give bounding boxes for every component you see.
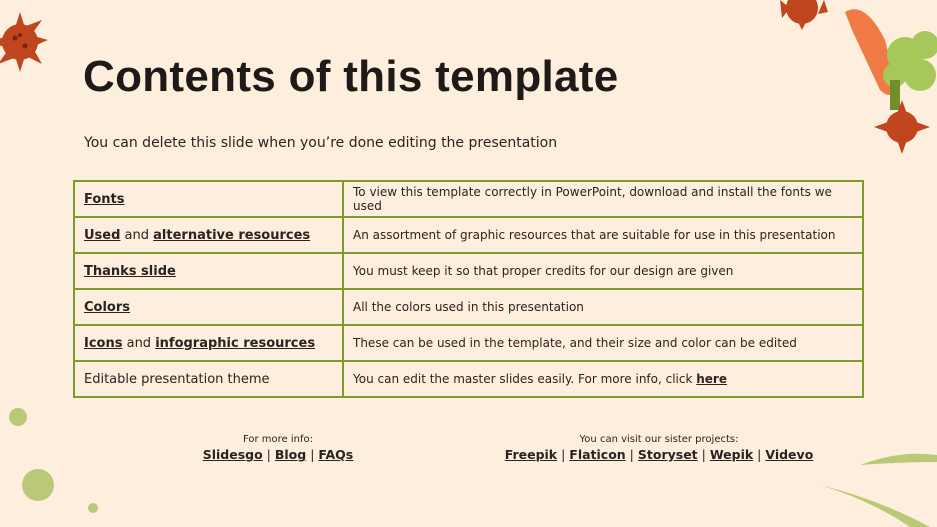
link-used[interactable]: Used <box>84 227 121 243</box>
separator: | <box>557 447 570 462</box>
left-cell <box>74 253 343 289</box>
dots-decoration-bottom-left <box>0 400 110 527</box>
link-wepik[interactable]: Wepik <box>709 447 754 462</box>
table-row <box>74 253 863 289</box>
contents-table <box>73 180 864 398</box>
right-cell <box>343 361 863 397</box>
table-row <box>74 289 863 325</box>
link-infographic-resources[interactable]: infographic resources <box>155 335 316 351</box>
left-cell <box>74 289 343 325</box>
cell-text: All the colors used in this presentation <box>353 300 584 314</box>
cell-text: Editable presentation theme <box>84 371 270 387</box>
cell-text: To view this template correctly in PowerPoint, download and install the fonts we used <box>353 185 832 213</box>
left-cell <box>74 325 343 361</box>
cell-text: You must keep it so that proper credits for our design are given <box>353 264 734 278</box>
separator: | <box>697 447 710 462</box>
link-colors[interactable]: Colors <box>84 299 131 315</box>
table-row <box>74 325 863 361</box>
link-icons[interactable]: Icons <box>84 335 123 351</box>
virus-decoration-top-left <box>0 10 60 80</box>
link-blog[interactable]: Blog <box>274 447 307 462</box>
right-cell <box>343 289 863 325</box>
footer-sister-projects <box>490 434 828 462</box>
right-cell <box>343 253 863 289</box>
cell-text: An assortment of graphic resources that are suitable for use in this presentation <box>353 228 836 242</box>
footer-more-info-links <box>180 447 376 462</box>
link-faqs[interactable]: FAQs <box>318 447 354 462</box>
left-cell <box>74 181 343 217</box>
link-slidesgo[interactable]: Slidesgo <box>202 447 263 462</box>
cell-text: and <box>120 227 154 243</box>
separator: | <box>262 447 275 462</box>
separator: | <box>625 447 638 462</box>
link-thanks-slide[interactable]: Thanks slide <box>84 263 176 279</box>
footer-sister-projects-label: You can visit our sister projects: <box>579 434 739 445</box>
link-fonts[interactable]: Fonts <box>84 191 125 207</box>
separator: | <box>753 447 766 462</box>
link-flaticon[interactable]: Flaticon <box>569 447 626 462</box>
link-videvo[interactable]: Videvo <box>765 447 814 462</box>
cell-text: These can be used in the template, and their size and color can be edited <box>353 336 797 350</box>
link-alternative-resources[interactable]: alternative resources <box>153 227 311 243</box>
cell-text: and <box>122 335 156 351</box>
footer-more-info <box>180 434 376 462</box>
footer-sister-projects-links <box>490 447 828 462</box>
left-cell <box>74 217 343 253</box>
cell-text: You can edit the master slides easily. For more info, click <box>353 372 697 386</box>
right-cell <box>343 325 863 361</box>
table-row <box>74 181 863 217</box>
link-here[interactable]: here <box>696 372 727 386</box>
link-freepik[interactable]: Freepik <box>504 447 558 462</box>
link-storyset[interactable]: Storyset <box>637 447 698 462</box>
right-cell <box>343 181 863 217</box>
separator: | <box>306 447 319 462</box>
left-cell <box>74 361 343 397</box>
vegetables-decoration-top-right <box>770 0 937 160</box>
subtitle: You can delete this slide when you’re done editing the presentation <box>84 135 558 151</box>
footer-more-info-label: For more info: <box>242 434 313 445</box>
right-cell <box>343 217 863 253</box>
leaf-decoration-bottom-right <box>810 450 937 527</box>
table-row <box>74 361 863 397</box>
table-row <box>74 217 863 253</box>
page-title: Contents of this template <box>83 52 619 101</box>
